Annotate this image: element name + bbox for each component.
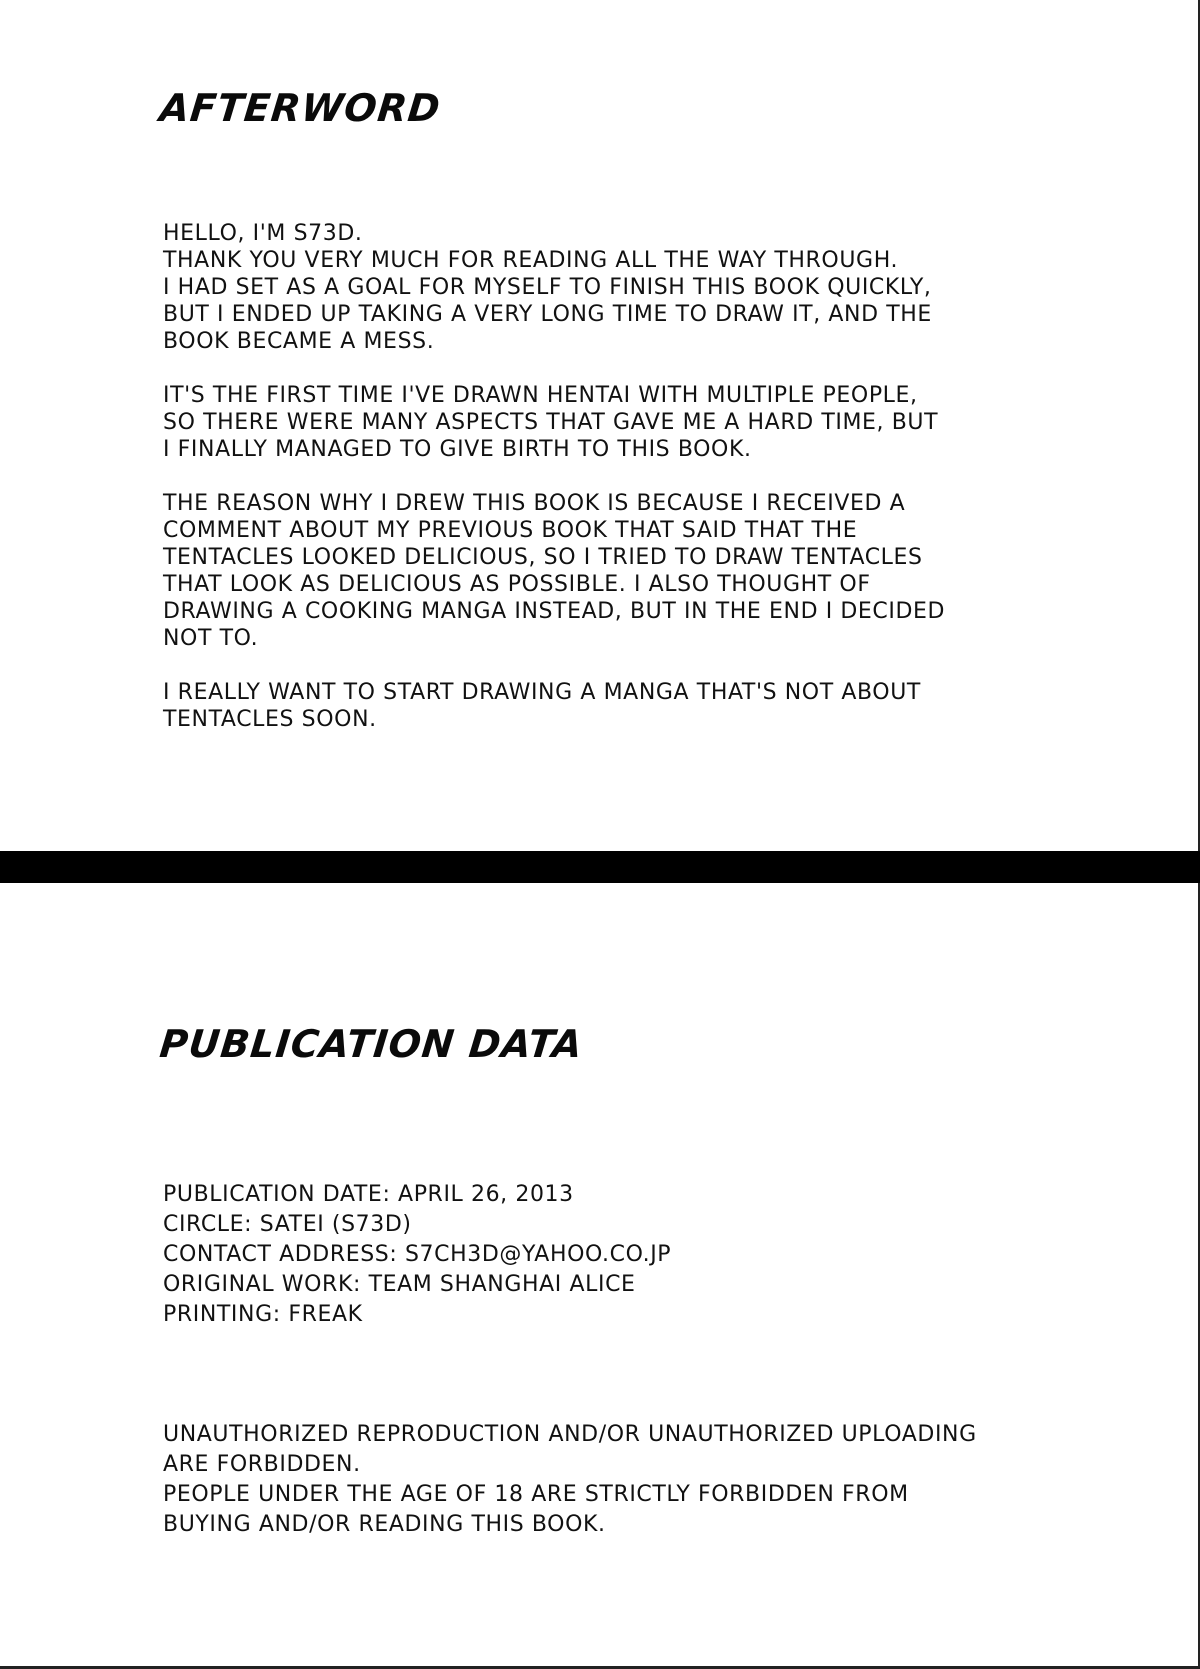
text-line: I FINALLY MANAGED TO GIVE BIRTH TO THIS BOOK. [163,437,752,462]
text-line: COMMENT ABOUT MY PREVIOUS BOOK THAT SAID THAT THE [163,518,858,543]
text-line: NOT TO. [163,626,259,651]
notice-line: UNAUTHORIZED REPRODUCTION AND/OR UNAUTHORIZED UPLOADING [163,1422,977,1447]
text-line: I REALLY WANT TO START DRAWING A MANGA THAT'S NOT ABOUT [163,680,921,705]
notice-line: BUYING AND/OR READING THIS BOOK. [163,1512,606,1537]
notice-line: PEOPLE UNDER THE AGE OF 18 ARE STRICTLY FORBIDDEN FROM [163,1482,909,1507]
text-line: TENTACLES LOOKED DELICIOUS, SO I TRIED TO DRAW TENTACLES [163,545,923,570]
text-line: HELLO, I'M S73D. [163,221,363,246]
afterword-paragraph [163,490,1043,652]
publication-details [163,1180,1043,1330]
publication-date: PUBLICATION DATE: APRIL 26, 2013 [163,1182,574,1207]
circle-name: CIRCLE: SATEI (S73D) [163,1212,412,1237]
section-divider [0,851,1200,883]
afterword-paragraph [163,382,1043,463]
afterword-body [163,220,1043,733]
text-line: THE REASON WHY I DREW THIS BOOK IS BECAUSE I RECEIVED A [163,491,906,516]
text-line: BUT I ENDED UP TAKING A VERY LONG TIME TO DRAW IT, AND THE [163,302,932,327]
text-line: IT'S THE FIRST TIME I'VE DRAWN HENTAI WITH MULTIPLE PEOPLE, [163,383,918,408]
text-line: I HAD SET AS A GOAL FOR MYSELF TO FINISH THIS BOOK QUICKLY, [163,275,932,300]
legal-notice [163,1420,1043,1540]
text-line: DRAWING A COOKING MANGA INSTEAD, BUT IN THE END I DECIDED [163,599,946,624]
contact-address: CONTACT ADDRESS: S7CH3D@YAHOO.CO.JP [163,1242,672,1267]
notice-line: ARE FORBIDDEN. [163,1452,361,1477]
publication-data-heading: PUBLICATION DATA [157,1022,586,1066]
text-line: THANK YOU VERY MUCH FOR READING ALL THE WAY THROUGH. [163,248,899,273]
text-line: BOOK BECAME A MESS. [163,329,435,354]
printing: PRINTING: FREAK [163,1302,363,1327]
text-line: THAT LOOK AS DELICIOUS AS POSSIBLE. I ALSO THOUGHT OF [163,572,871,597]
text-line: TENTACLES SOON. [163,707,377,732]
afterword-paragraph [163,679,1043,733]
text-line: SO THERE WERE MANY ASPECTS THAT GAVE ME A HARD TIME, BUT [163,410,939,435]
afterword-paragraph [163,220,1043,355]
afterword-heading: AFTERWORD [157,86,443,130]
original-work: ORIGINAL WORK: TEAM SHANGHAI ALICE [163,1272,636,1297]
